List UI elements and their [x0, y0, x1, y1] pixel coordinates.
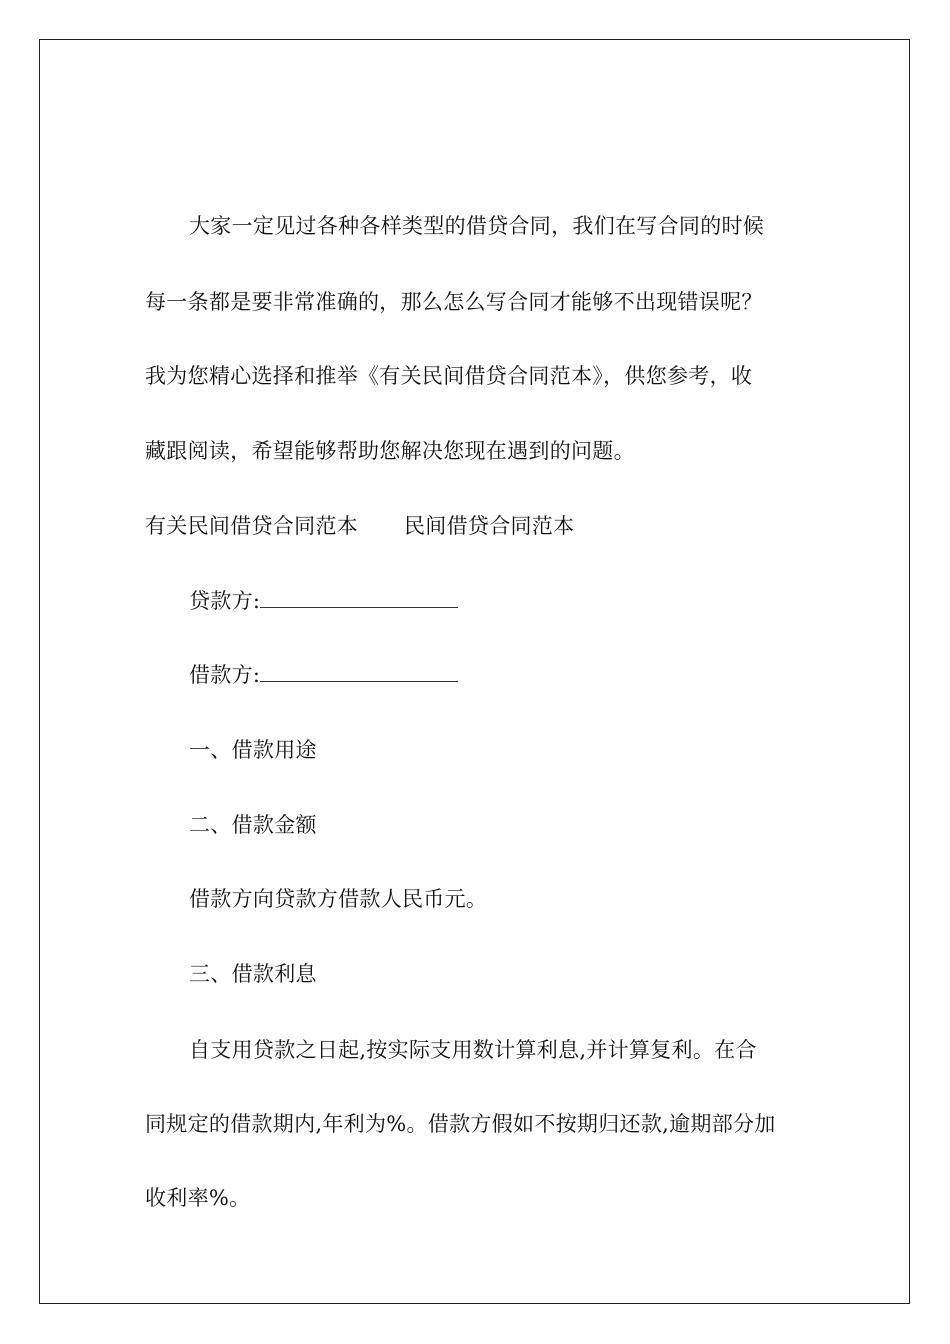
borrower-blank-field — [260, 661, 458, 682]
section-3-line-3: 收利率%。 — [145, 1186, 251, 1210]
lender-blank-field — [260, 587, 458, 608]
lender-row — [189, 587, 458, 615]
document-subtitle: 民间借贷合同范本 — [404, 514, 575, 538]
intro-line-1: 大家一定见过各种各样类型的借贷合同，我们在写合同的时候 — [189, 214, 765, 238]
lender-label: 贷款方: — [189, 589, 261, 613]
intro-line-4: 藏跟阅读，希望能够帮助您解决您现在遇到的问题。 — [145, 439, 635, 463]
section-3-line-2: 同规定的借款期内,年利为%。借款方假如不按期归还款,逾期部分加 — [145, 1112, 776, 1136]
document-title: 有关民间借贷合同范本 — [145, 514, 358, 538]
section-1-title: 一、借款用途 — [189, 738, 317, 762]
intro-line-2: 每一条都是要非常准确的，那么怎么写合同才能够不出现错误呢？ — [145, 290, 763, 314]
section-2-title: 二、借款金额 — [189, 813, 317, 837]
borrower-row — [189, 661, 458, 689]
section-3-line-1: 自支用贷款之日起,按实际支用数计算利息,并计算复利。在合 — [189, 1038, 757, 1062]
heading-row — [145, 512, 574, 540]
section-3-title: 三、借款利息 — [189, 962, 317, 986]
section-2-text: 借款方向贷款方借款人民币元。 — [189, 887, 488, 911]
borrower-label: 借款方: — [189, 663, 261, 687]
intro-line-3: 我为您精心选择和推举《有关民间借贷合同范本》，供您参考，收 — [145, 364, 753, 388]
